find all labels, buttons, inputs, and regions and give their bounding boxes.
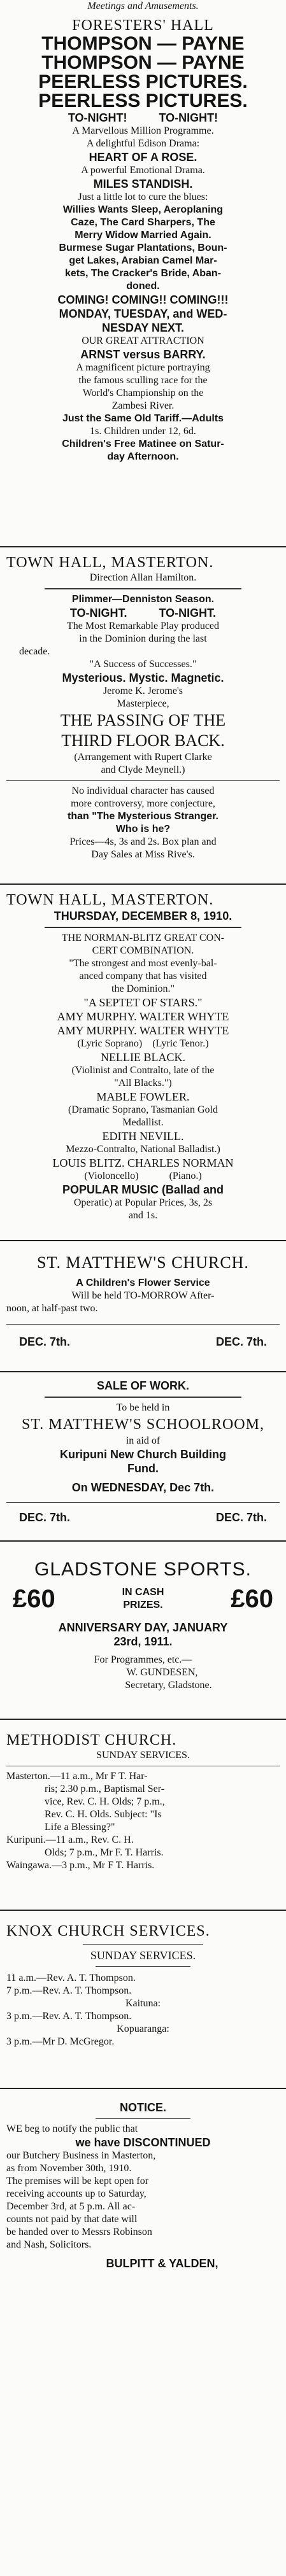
ad-line: On WEDNESDAY, Dec 7th. bbox=[71, 1481, 215, 1494]
ad-knox-church bbox=[0, 1911, 286, 2089]
ad-line: Masterpiece, bbox=[117, 698, 169, 709]
ad-line: THURSDAY, DECEMBER 8, 1910. bbox=[54, 910, 232, 922]
ad-notice bbox=[0, 2089, 286, 2576]
ad-line: we have DISCONTINUED bbox=[75, 2136, 211, 2149]
ad-line: Kopuaranga: bbox=[117, 2023, 169, 2034]
header-text: Meetings and Amusements. bbox=[87, 1, 199, 11]
ad-line: the Dominion." bbox=[111, 983, 175, 994]
ad-line: Willies Wants Sleep, Aeroplaning bbox=[62, 204, 224, 215]
ad-title: TOWN HALL, MASTERTON. bbox=[6, 554, 214, 571]
date-row bbox=[6, 1328, 280, 1349]
ad-line: "The strongest and most evenly-bal- bbox=[69, 958, 217, 969]
ad-line: NELLIE BLACK. bbox=[101, 1051, 185, 1064]
ad-line: Will be held TO-MORROW After- bbox=[71, 1290, 215, 1301]
ad-line: Just a little lot to cure the blues: bbox=[78, 192, 208, 202]
ad-line: MONDAY, TUESDAY, and WED- bbox=[59, 307, 227, 320]
date-left: DEC. 7th. bbox=[19, 1511, 71, 1524]
ad-line: Prices—4s, 3s and 2s. Box plan and bbox=[69, 836, 217, 847]
ad-line: counts not paid by that date will bbox=[6, 2214, 138, 2225]
ad-line: Direction Allan Hamilton. bbox=[89, 572, 197, 583]
ad-line: CERT COMBINATION. bbox=[92, 945, 194, 956]
ad-line: 3 p.m.—Rev. A. T. Thompson. bbox=[6, 2011, 132, 2022]
ad-line: in the Dominion during the last bbox=[79, 633, 207, 644]
ad-line: be handed over to Messrs Robinson bbox=[6, 2227, 152, 2237]
ad-line: MILES STANDISH. bbox=[93, 178, 193, 190]
ad-line: more controversy, more conjecture, bbox=[71, 798, 215, 809]
ad-line: Rev. C. H. Olds. Subject: "Is bbox=[45, 1809, 162, 1820]
ad-line: (Dramatic Soprano, Tasmanian Gold bbox=[68, 1104, 218, 1115]
ad-line: in aid of bbox=[125, 1435, 161, 1446]
ad-line: LOUIS BLITZ. CHARLES NORMAN bbox=[52, 1157, 234, 1169]
ad-line: anced company that has visited bbox=[79, 971, 207, 982]
ad-title: SALE OF WORK. bbox=[97, 1379, 189, 1392]
ad-line: (Violinist and Contralto, late of the bbox=[71, 1065, 215, 1076]
ad-line: Operatic) at Popular Prices, 3s, 2s bbox=[73, 1197, 213, 1208]
ad-line: MABLE FOWLER. bbox=[96, 1090, 190, 1103]
ad-line: POPULAR MUSIC (Ballad and bbox=[62, 1183, 224, 1196]
ad-line: and Clyde Meynell.) bbox=[101, 764, 185, 775]
ad-line: The Most Remarkable Play produced bbox=[66, 621, 220, 631]
ad-line: 23rd, 1911. bbox=[113, 1635, 173, 1648]
ad-line: "A Success of Successes." bbox=[89, 659, 197, 670]
ad-line: December 3rd, at 5 p.m. All ac- bbox=[6, 2201, 136, 2212]
ad-town-hall-concert bbox=[0, 885, 286, 1241]
ad-line: PEERLESS PICTURES. bbox=[38, 92, 248, 111]
ad-line: OUR GREAT ATTRACTION bbox=[82, 335, 204, 346]
ad-line: kets, The Cracker's Bride, Aban- bbox=[64, 268, 222, 279]
ad-line: decade. bbox=[19, 646, 50, 657]
ad-title: ST. MATTHEW'S CHURCH. bbox=[37, 1253, 249, 1272]
divider bbox=[96, 2118, 190, 2119]
ad-line: ST. MATTHEW'S SCHOOLROOM, bbox=[22, 1416, 264, 1433]
ad-line: 7 p.m.—Rev. A. T. Thompson. bbox=[6, 1985, 132, 1996]
ad-line: 3 p.m.—Mr D. McGregor. bbox=[6, 2036, 115, 2047]
ad-gladstone-sports bbox=[0, 1542, 286, 1720]
date-right: DEC. 7th. bbox=[215, 1511, 267, 1524]
ad-title: NOTICE. bbox=[119, 2101, 166, 2114]
ad-line: "All Blacks.") bbox=[114, 1078, 172, 1088]
ad-line: Kuripuni.—11 a.m., Rev. C. H. bbox=[6, 1834, 134, 1845]
ad-st-matthews-church bbox=[0, 1241, 286, 1372]
ad-line: THIRD FLOOR BACK. bbox=[61, 731, 225, 750]
date-right: DEC. 7th. bbox=[215, 1335, 267, 1348]
ad-line: AMY MURPHY. WALTER WHYTE bbox=[57, 1024, 229, 1037]
ad-line: Fund. bbox=[127, 1462, 159, 1475]
ad-title: GLADSTONE SPORTS. bbox=[34, 1559, 252, 1580]
ad-line: PEERLESS PICTURES. bbox=[38, 73, 248, 92]
ad-line: THE NORMAN-BLITZ GREAT CON- bbox=[61, 933, 225, 943]
ad-line: A magnificent picture portraying bbox=[76, 362, 210, 373]
ad-line: ris; 2.30 p.m., Baptismal Ser- bbox=[45, 1784, 165, 1794]
ad-sale-of-work bbox=[0, 1372, 286, 1542]
ad-line: No individual character has caused bbox=[71, 785, 215, 796]
ad-title: KNOX CHURCH SERVICES. bbox=[6, 1923, 210, 1939]
ad-line: receiving accounts up to Saturday, bbox=[6, 2188, 147, 2199]
ad-subtitle: SUNDAY SERVICES. bbox=[90, 1949, 196, 1962]
prize-amount-right: £60 bbox=[231, 1585, 273, 1613]
ad-line: (Arrangement with Rupert Clarke bbox=[74, 752, 212, 763]
ad-line: A Children's Flower Service bbox=[76, 1277, 210, 1288]
ad-line: A delightful Edison Drama: bbox=[86, 138, 200, 149]
ad-line: Just the Same Old Tariff.—Adults bbox=[62, 413, 224, 424]
ad-line: Plimmer—Denniston Season. bbox=[71, 594, 215, 605]
ad-title: METHODIST CHURCH. bbox=[6, 1732, 177, 1749]
ad-line: EDITH NEVILL. bbox=[102, 1130, 184, 1143]
divider bbox=[45, 927, 241, 928]
divider bbox=[6, 1324, 280, 1325]
ad-title: TOWN HALL, MASTERTON. bbox=[6, 892, 214, 908]
ad-line: and 1s. bbox=[128, 1210, 158, 1221]
ad-line: ANNIVERSARY DAY, JANUARY bbox=[58, 1621, 228, 1634]
ad-line: 1s. Children under 12, 6d. bbox=[90, 426, 196, 437]
ad-line: Burmese Sugar Plantations, Boun- bbox=[59, 243, 227, 253]
ad-line: NESDAY NEXT. bbox=[101, 321, 185, 334]
ad-line: Mysterious. Mystic. Magnetic. bbox=[62, 672, 224, 684]
ad-line: ARNST versus BARRY. bbox=[80, 348, 206, 361]
ad-line: HEART OF A ROSE. bbox=[89, 151, 197, 164]
ad-line: World's Championship on the bbox=[82, 388, 204, 398]
date-left: DEC. 7th. bbox=[19, 1335, 71, 1348]
ad-line: Olds; 7 p.m., Mr F. T. Harris. bbox=[45, 1847, 164, 1858]
ad-line: than "The Mysterious Stranger. bbox=[68, 811, 218, 822]
ad-line: Zambesi River. bbox=[111, 400, 175, 411]
ad-line: Kuripuni New Church Building bbox=[60, 1448, 226, 1461]
ad-line: TO-NIGHT! TO-NIGHT! bbox=[68, 111, 218, 124]
ad-subtitle: SUNDAY SERVICES. bbox=[96, 1750, 190, 1761]
ad-line: the famous sculling race for the bbox=[78, 375, 208, 386]
ad-line: Children's Free Matinee on Satur- bbox=[62, 439, 224, 449]
ad-line: Who is he? bbox=[115, 824, 171, 834]
ad-line: AMY MURPHY. WALTER WHYTE bbox=[57, 1010, 229, 1023]
prize-label: IN CASH PRIZES. bbox=[122, 1587, 164, 1610]
ad-line: (Violoncello) (Piano.) bbox=[84, 1171, 202, 1181]
ad-line: (Lyric Soprano) (Lyric Tenor.) bbox=[77, 1038, 209, 1049]
ad-line: our Butchery Business in Masterton, bbox=[6, 2150, 156, 2161]
ad-line: Waingawa.—3 p.m., Mr F T. Harris. bbox=[6, 1860, 155, 1871]
divider bbox=[6, 1502, 280, 1503]
ad-line: Masterton.—11 a.m., Mr F T. Har- bbox=[6, 1771, 148, 1782]
ad-line: Life a Blessing?" bbox=[45, 1822, 115, 1833]
divider bbox=[45, 588, 241, 589]
ad-line: Medallist. bbox=[122, 1117, 164, 1128]
ad-line: as from November 30th, 1910. bbox=[6, 2163, 132, 2174]
ad-title: FORESTERS' HALL bbox=[72, 17, 214, 34]
ad-line: COMING! COMING!! COMING!!! bbox=[57, 293, 229, 306]
divider bbox=[45, 1397, 241, 1398]
ad-line: A powerful Emotional Drama. bbox=[81, 165, 205, 176]
ad-line: Day Sales at Miss Rive's. bbox=[91, 849, 195, 860]
date-row bbox=[6, 1507, 280, 1524]
ad-line: The premises will be kept open for bbox=[6, 2176, 149, 2186]
divider bbox=[6, 780, 280, 781]
ad-line: "A SEPTET OF STARS." bbox=[83, 996, 203, 1009]
divider bbox=[83, 1944, 203, 1945]
ad-line: Mezzo-Contralto, National Balladist.) bbox=[66, 1144, 220, 1155]
ad-line: TO-NIGHT. TO-NIGHT. bbox=[69, 607, 217, 619]
signature: BULPITT & YALDEN, bbox=[106, 2257, 218, 2270]
ad-line: vice, Rev. C. H. Olds; 7 p.m., bbox=[45, 1796, 165, 1807]
section-header bbox=[0, 0, 286, 14]
ad-line: and Nash, Solicitors. bbox=[6, 2239, 92, 2250]
prize-row bbox=[6, 1582, 280, 1613]
ad-line: get Lakes, Arabian Camel Mar- bbox=[69, 255, 217, 266]
ad-line: Jerome K. Jerome's bbox=[103, 686, 183, 696]
divider bbox=[96, 1966, 190, 1967]
ad-line: Kaituna: bbox=[125, 1998, 161, 2009]
ad-methodist-church bbox=[0, 1720, 286, 1911]
ad-line: Secretary, Gladstone. bbox=[125, 1680, 212, 1691]
prize-amount-left: £60 bbox=[13, 1585, 55, 1613]
ad-line: A Marvellous Million Programme. bbox=[72, 125, 214, 136]
ad-line: noon, at half-past two. bbox=[6, 1303, 98, 1314]
ad-line: W. GUNDESEN, bbox=[126, 1667, 198, 1678]
ad-line: THE PASSING OF THE bbox=[60, 711, 226, 729]
ad-line: Merry Widow Married Again. bbox=[75, 230, 211, 241]
ad-line: THOMPSON — PAYNE bbox=[41, 53, 245, 73]
ad-line: For Programmes, etc.— bbox=[94, 1654, 192, 1665]
ad-line: To be held in bbox=[116, 1402, 170, 1413]
ad-line: day Afternoon. bbox=[107, 451, 179, 462]
ad-line: WE beg to notify the public that bbox=[6, 2123, 138, 2134]
ad-line: Caze, The Card Sharpers, The bbox=[71, 217, 215, 228]
ad-line: doned. bbox=[126, 281, 160, 292]
ad-line: THOMPSON — PAYNE bbox=[41, 34, 245, 53]
ad-foresters-hall bbox=[0, 14, 286, 547]
ad-town-hall-passing bbox=[0, 547, 286, 885]
ad-line: 11 a.m.—Rev. A. T. Thompson. bbox=[6, 1973, 136, 1983]
